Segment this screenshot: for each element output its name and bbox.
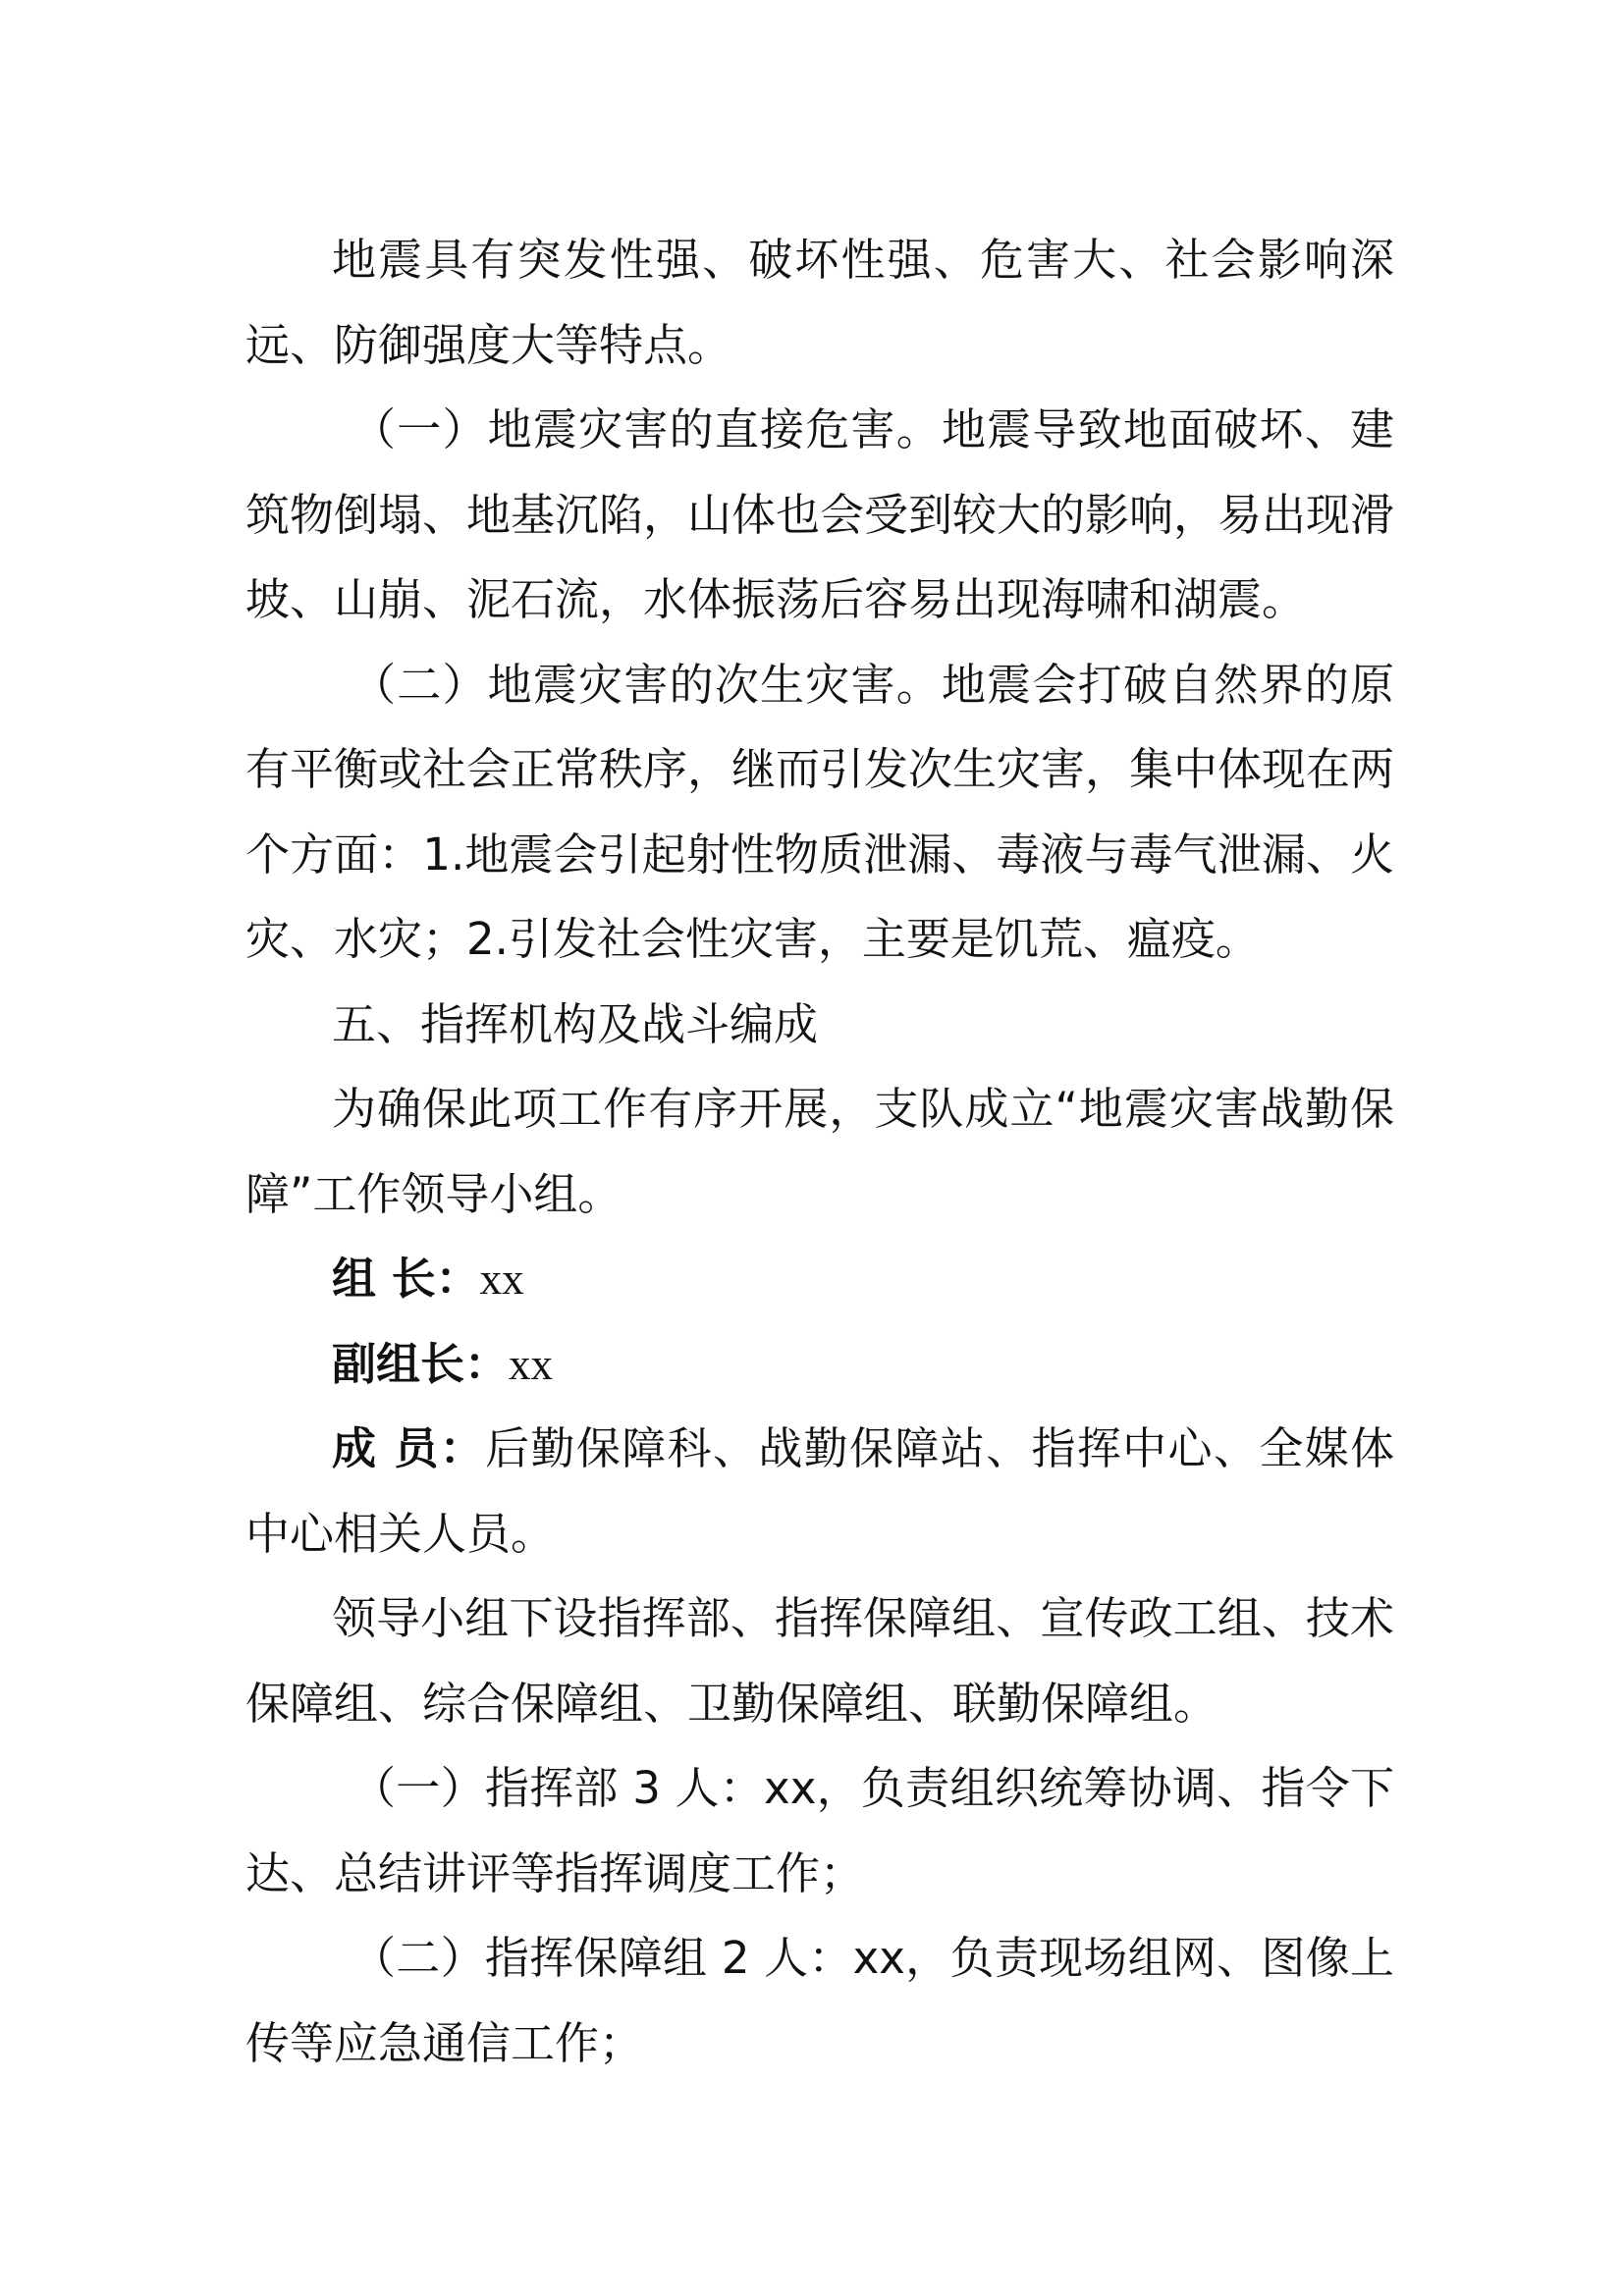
section-heading-command-structure: 五、指挥机构及战斗编成	[332, 997, 819, 1050]
deputy-line	[245, 1322, 1394, 1408]
members-line	[245, 1407, 1394, 1576]
paragraph-command-support-group: （二）指挥保障组 2 人：xx，负责现场组网、图像上传等应急通信工作；	[245, 1932, 1394, 2069]
deputy-value: xx	[509, 1339, 554, 1389]
paragraph-subgroups: 领导小组下设指挥部、指挥保障组、宣传政工组、技术保障组、综合保障组、卫勤保障组、联勤保障组。	[245, 1592, 1394, 1730]
members-label: 成 员：	[332, 1422, 486, 1474]
deputy-label: 副组长：	[332, 1337, 510, 1390]
document-body	[245, 218, 1394, 2086]
leader-value: xx	[479, 1255, 524, 1304]
paragraph-direct-hazard: （一）地震灾害的直接危害。地震导致地面破坏、建筑物倒塌、地基沉陷，山体也会受到较大的影响，易出现滑坡、山崩、泥石流，水体振荡后容易出现海啸和湖震。	[245, 403, 1395, 625]
leader-label: 组 长：	[332, 1253, 480, 1305]
members-value: 后勤保障科、战勤保障站、指挥中心、全媒体中心相关人员。	[245, 1422, 1394, 1560]
paragraph-leading-group: 为确保此项工作有序开展，支队成立“地震灾害战勤保障”工作领导小组。	[245, 1083, 1394, 1220]
leader-line	[245, 1237, 1394, 1322]
paragraph-earthquake-features: 地震具有突发性强、破坏性强、危害大、社会影响深远、防御强度大等特点。	[245, 234, 1394, 371]
paragraph-secondary-hazard: （二）地震灾害的次生灾害。地震会打破自然界的原有平衡或社会正常秩序，继而引发次生灾害，集中体现在两个方面：1.地震会引起射性物质泄漏、毒液与毒气泄漏、火灾、水灾；2.引发社会性灾害，主要是饥荒、瘟疫。	[245, 658, 1395, 965]
paragraph-command-post: （一）指挥部 3 人：xx，负责组织统筹协调、指令下达、总结讲评等指挥调度工作；	[245, 1762, 1394, 1899]
